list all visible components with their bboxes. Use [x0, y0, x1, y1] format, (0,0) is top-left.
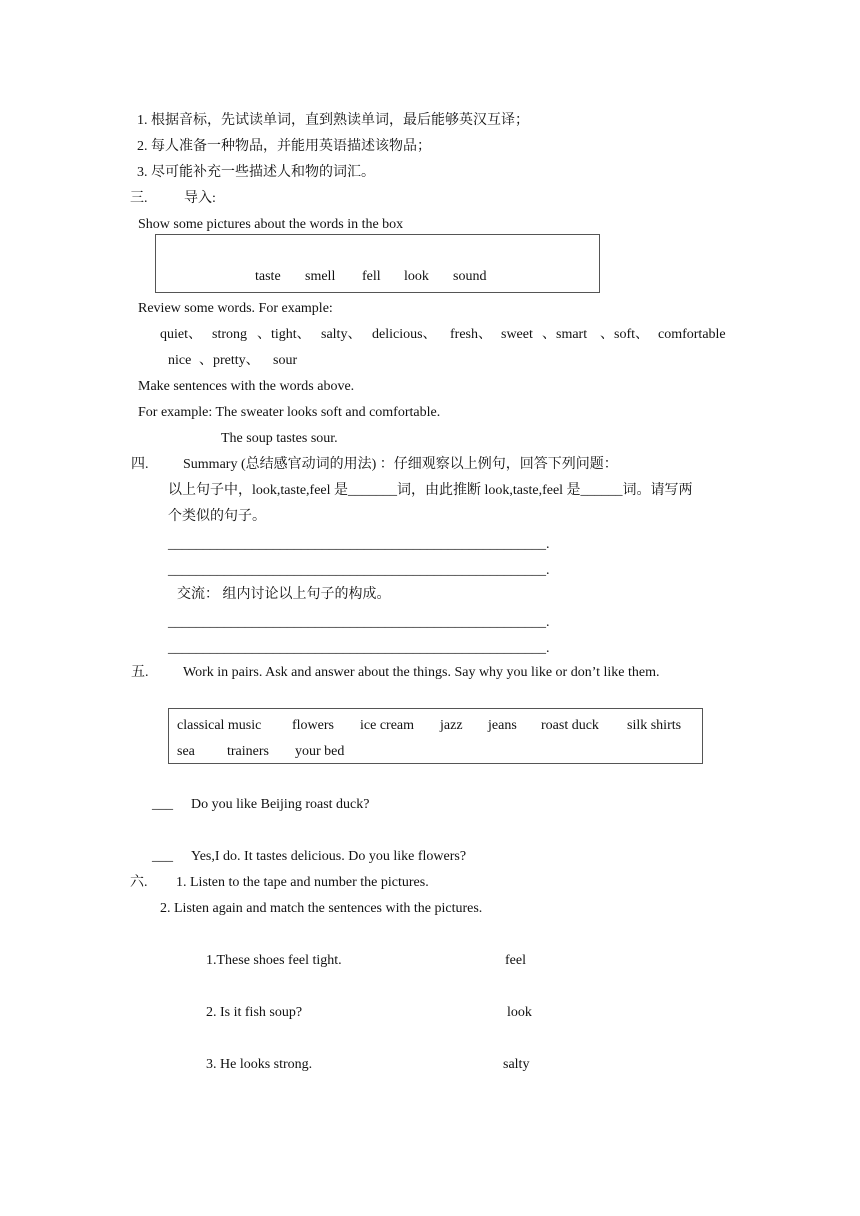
match-sentence-3: 3. He looks strong.	[206, 1057, 313, 1072]
dialog-line-2: Yes,I do. It tastes delicious. Do you like flowers?	[191, 849, 467, 864]
section4-title: Summary (总结感官动词的用法) ：仔细观察以上例句，回答下列问题：	[183, 457, 618, 472]
listen-task-2: 2. Listen again and match the sentences with the pictures.	[160, 901, 483, 916]
adjective: strong	[212, 327, 247, 342]
example-sentence-1: For example: The sweater looks soft and comfortable.	[138, 405, 441, 420]
dialog-blank[interactable]: ___	[152, 849, 173, 864]
section5-number: 五.	[131, 665, 149, 680]
thing-item: classical music	[177, 718, 262, 733]
match-sentence-1: 1.These shoes feel tight.	[206, 953, 342, 968]
adjective: 、pretty、	[199, 353, 260, 368]
adjective: 、tight、	[257, 327, 311, 342]
thing-item: sea	[177, 744, 195, 759]
adjective: delicious、	[372, 327, 437, 342]
box-word-sound: sound	[453, 269, 487, 284]
match-word-3: salty	[503, 1057, 530, 1072]
prep-item-2: 2. 每人准备一种物品，并能用英语描述该物品；	[137, 139, 431, 154]
match-word-2: look	[507, 1005, 532, 1020]
dialog-blank[interactable]: ___	[152, 797, 173, 812]
thing-item: ice cream	[360, 718, 415, 733]
box-word-smell: smell	[305, 269, 336, 284]
thing-item: jeans	[488, 718, 517, 733]
adjective: sweet	[501, 327, 533, 342]
box-word-taste: taste	[255, 269, 281, 284]
adjective: quiet、	[160, 327, 202, 342]
thing-item: roast duck	[541, 718, 599, 733]
summary-question-2: 个类似的句子。	[168, 509, 266, 524]
things-box	[168, 708, 703, 764]
review-label: Review some words. For example:	[138, 301, 333, 316]
adjective: 、smart	[542, 327, 588, 342]
discuss-prompt: 交流： 组内讨论以上句子的构成。	[177, 587, 391, 602]
listen-task-1: 1. Listen to the tape and number the pictures.	[176, 875, 429, 890]
section3-title: 导入:	[184, 191, 216, 206]
answer-line[interactable]: ______________________________________________________.	[168, 537, 550, 552]
section3-intro: Show some pictures about the words in the box	[138, 217, 404, 232]
example-sentence-2: The soup tastes sour.	[221, 431, 338, 446]
thing-item: jazz	[440, 718, 463, 733]
section3-number: 三.	[130, 191, 148, 206]
box-word-fell: fell	[362, 269, 381, 284]
answer-line[interactable]: ______________________________________________________.	[168, 641, 550, 656]
adjective: fresh、	[450, 327, 492, 342]
prep-item-1: 1. 根据音标，先试读单词，直到熟读单词，最后能够英汉互译；	[137, 113, 529, 128]
thing-item: silk shirts	[627, 718, 682, 733]
section6-number: 六.	[130, 875, 148, 890]
adjective: comfortable	[658, 327, 726, 342]
make-sentences: Make sentences with the words above.	[138, 379, 355, 394]
sense-verbs-box	[155, 234, 600, 293]
thing-item: trainers	[227, 744, 269, 759]
section5-title: Work in pairs. Ask and answer about the things. Say why you like or don’t like them.	[183, 665, 660, 680]
box-word-look: look	[404, 269, 429, 284]
thing-item: your bed	[295, 744, 345, 759]
adjective: nice	[168, 353, 192, 368]
dialog-line-1: Do you like Beijing roast duck?	[191, 797, 370, 812]
answer-line[interactable]: ______________________________________________________.	[168, 615, 550, 630]
thing-item: flowers	[292, 718, 334, 733]
adjective: salty、	[321, 327, 362, 342]
section4-number: 四.	[131, 457, 149, 472]
match-word-1: feel	[505, 953, 526, 968]
prep-item-3: 3. 尽可能补充一些描述人和物的词汇。	[137, 165, 375, 180]
adjective: sour	[273, 353, 298, 368]
adjective: 、soft、	[600, 327, 649, 342]
match-sentence-2: 2. Is it fish soup?	[206, 1005, 303, 1020]
answer-line[interactable]: ______________________________________________________.	[168, 563, 550, 578]
summary-question-1: 以上句子中，look,taste,feel 是_______词，由此推断 look,taste,feel 是______词。请写两	[168, 483, 693, 498]
